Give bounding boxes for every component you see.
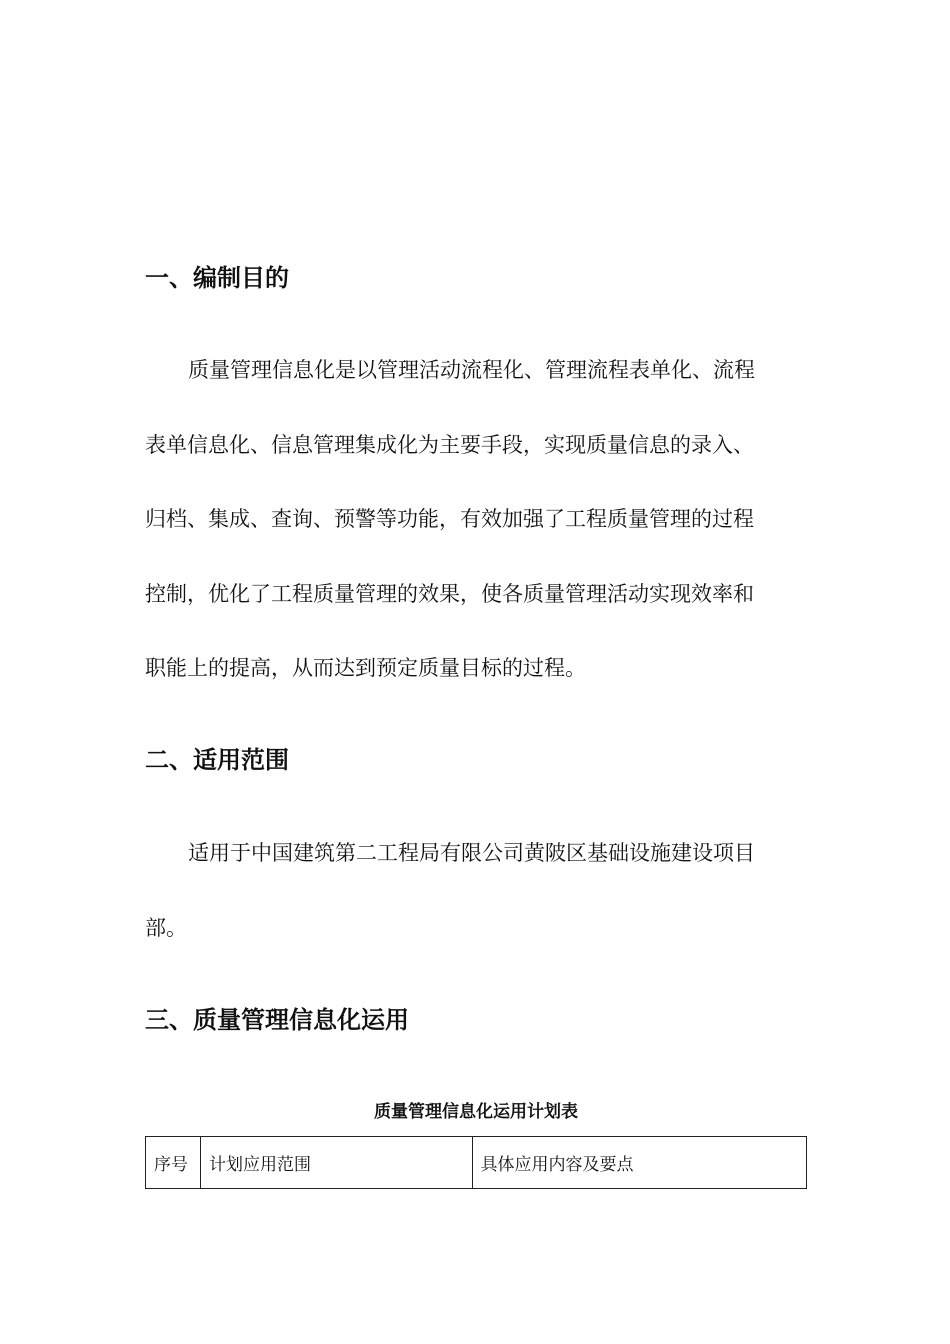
section-heading-application: 三、质量管理信息化运用 xyxy=(145,1006,409,1034)
table-header-row xyxy=(146,1137,807,1189)
paragraph-line: 表单信息化、信息管理集成化为主要手段，实现质量信息的录入、 xyxy=(145,432,754,457)
paragraph-scope xyxy=(145,816,810,965)
paragraph-line: 适用于中国建筑第二工程局有限公司黄陂区基础设施建设项目 xyxy=(188,841,755,865)
paragraph-line: 归档、集成、查询、预警等功能，有效加强了工程质量管理的过程 xyxy=(145,507,754,531)
paragraph-line: 部。 xyxy=(145,915,187,940)
table-title: 质量管理信息化运用计划表 xyxy=(374,1102,578,1122)
table-header-cell: 计划应用范围 xyxy=(200,1137,472,1189)
plan-table xyxy=(145,1136,807,1189)
paragraph-purpose xyxy=(145,333,810,706)
paragraph-line: 控制，优化了工程质量管理的效果，使各质量管理活动实现效率和 xyxy=(145,581,754,606)
paragraph-line: 职能上的提高，从而达到预定质量目标的过程。 xyxy=(145,656,586,680)
section-heading-scope: 二、适用范围 xyxy=(145,746,289,774)
table-header-cell: 具体应用内容及要点 xyxy=(472,1137,807,1189)
table-header-cell: 序号 xyxy=(146,1137,201,1189)
paragraph-line: 质量管理信息化是以管理活动流程化、管理流程表单化、流程 xyxy=(188,358,755,382)
section-heading-purpose: 一、编制目的 xyxy=(145,264,289,292)
